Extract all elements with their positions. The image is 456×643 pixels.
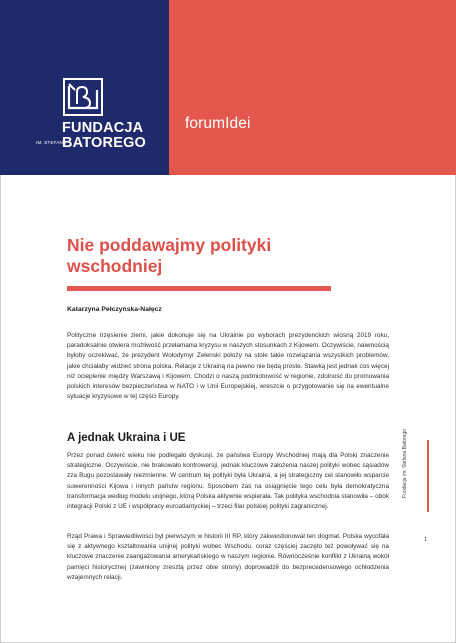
article-title: Nie poddawajmy polityki wschodniej [67, 235, 272, 276]
series-name: forumIdei [185, 115, 251, 132]
header-series-panel [169, 0, 456, 175]
article-author: Katarzyna Pełczyńska-Nałęcz [67, 306, 162, 313]
logo-text-prefix: IM. STEFANA [36, 140, 67, 145]
logo-text-batorego: BATOREGO [62, 135, 147, 151]
paragraph-3: Rząd Prawa i Sprawiedliwości był pierwszym w historii III RP, który zakwestionował ten dogmat. Polska wycofała się z aktywnego kształtowania unijnej polityki wobec Wschodu, coraz częściej zaczęto też powoływać się na kluczowe znaczenie zaangażowania amerykańskiego w naszym regionie. Równocześnie konflikt z Ukrainą wokół pamięci historycznej (zawiniony zresztą przez obie strony) doprowadził do bezprecedensowego ochłodzenia wzajemnych relacji. [67, 533, 389, 581]
page-number: 1 [424, 537, 428, 543]
section-heading: A jednak Ukraina i UE [67, 432, 186, 444]
sidebar-foundation-label: Fundacja im. Stefana Batorego [402, 429, 408, 498]
foundation-logo-icon [63, 78, 103, 116]
paragraph-1: Polityczne trzęsienie ziemi, jakie dokonuje się na Ukrainie po wyborach prezydenckich wiosną 2019 roku, paradoksalnie otwiera możliwość przełamania kryzysu w naszych stosunkach z Kijowem. Oczywiście, naiwnością byłoby oczekiwać, że prezydent Wołodymyr Zełenski położy na stole takie rozwiązania wszystkich problemów, jakie chciałaby widzieć strona polska. Relacje z Ukrainą na pewno nie będą proste. Stawką jest jednak coś więcej niż ocieplenie między Warszawą i Kijowem. Chodzi o naszą podmiotowość w regionie, zdolność do promowania polskich interesów bezpieczeństwa w NATO i w Unii Europejskiej, wreszcie o przygotowanie się na ewentualne sytuacje kryzysowe w tej części Europy. [67, 332, 389, 401]
sidebar-accent-rule [427, 440, 429, 512]
paragraph-2: Przez ponad ćwierć wieku nie podlegało dyskusji, że państwa Europy Wschodniej mają dla Polski znaczenie strategiczne. Oczywiście, nie brakowało kontrowersji, jednak kluczowe założenia naszej polityki wobec sąsiadów zza Bugu pozostawały niezmienne. W centrum tej polityki była Ukraina, a jej strategiczny cel stanowiło wsparcie suwerenności Kijowa i innych państw regionu. Sposobem zaś na osiągnięcie tego celu była demokratyczna transformacja według modelu unijnego, którą Polska aktywnie wspierała. Tak polityka wschodnia stanowiła – obok integracji Polski z UE i współpracy euroatlantyckiej – trzeci filar polskiej polityki zagranicznej. [67, 452, 389, 511]
logo-text-fundacja: FUNDACJA [62, 120, 144, 136]
title-underline [67, 286, 331, 291]
